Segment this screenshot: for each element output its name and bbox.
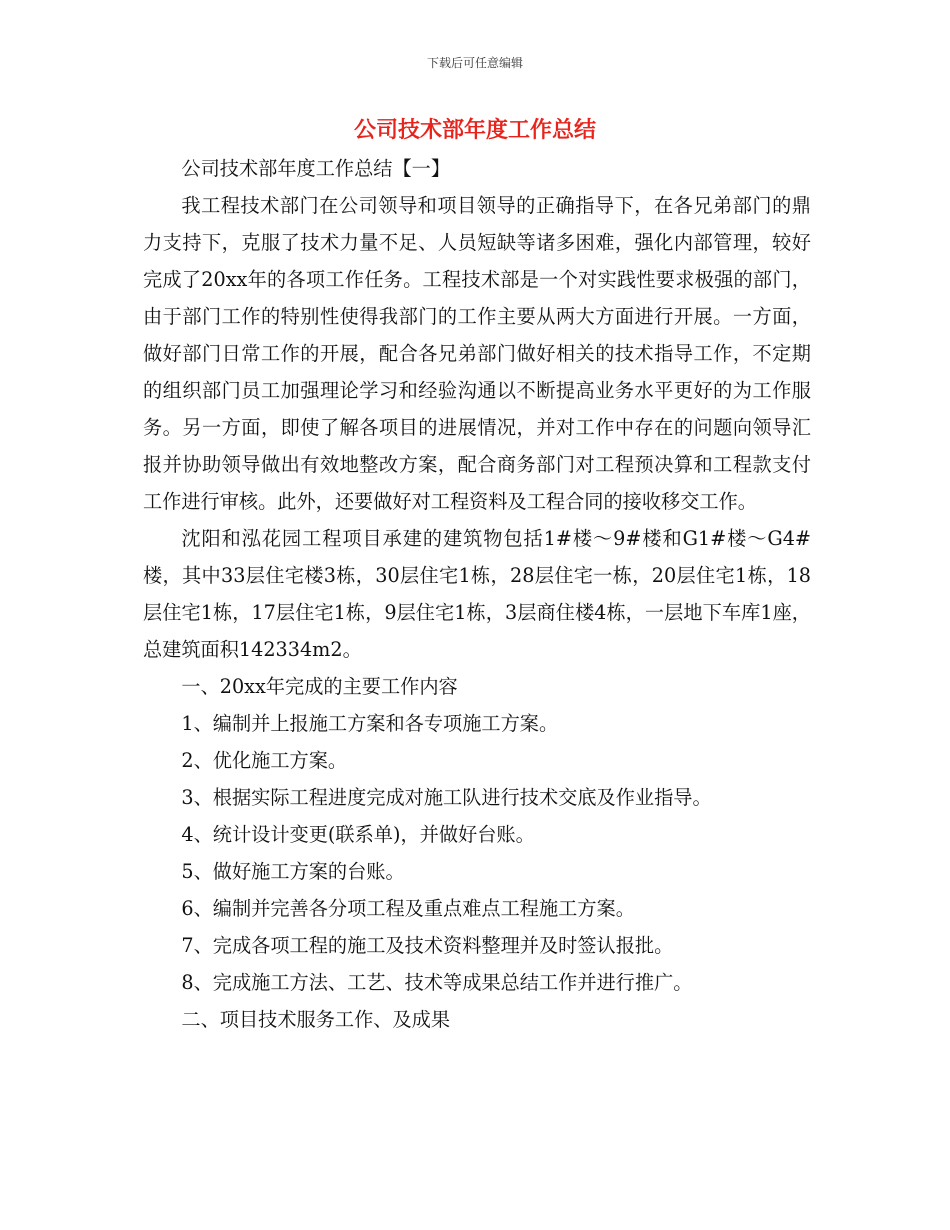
- paragraph: 沈阳和泓花园工程项目承建的建筑物包括1#楼～9#楼和G1#楼～G4#楼，其中33层住宅楼3栋，30层住宅1栋，28层住宅一栋，20层住宅1栋，18层住宅1栋，17层住宅1栋，9层住宅1栋，3层商住楼4栋，一层地下车库1座，总建筑面积142334m2。: [143, 527, 811, 661]
- header-note: 下载后可任意编辑: [426, 56, 523, 70]
- list-item: 3、根据实际工程进度完成对施工队进行技术交底及作业指导。: [181, 786, 712, 809]
- list-item: 2、优化施工方案。: [181, 749, 348, 772]
- paragraph: 我工程技术部门在公司领导和项目领导的正确指导下，在各兄弟部门的鼎力支持下，克服了技术力量不足、人员短缺等诸多困难，强化内部管理，较好完成了20xx年的各项工作任务。工程技术部是一个对实践性要求极强的部门，由于部门工作的特别性使得我部门的工作主要从两大方面进行开展。一方面，做好部门日常工作的开展，配合各兄弟部门做好相关的技术指导工作，不定期的组织部门员工加强理论学习和经验沟通以不断提高业务水平更好的为工作服务。另一方面，即使了解各项目的进展情况，并对工作中存在的问题向领导汇报并协助领导做出有效地整改方案，配合商务部门对工程预决算和工程款支付工作进行审核。此外，还要做好对工程资料及工程合同的接收移交工作。: [143, 194, 811, 513]
- list-item: 4、统计设计变更(联系单)，并做好台账。: [181, 823, 535, 846]
- list-item: 6、编制并完善各分项工程及重点难点工程施工方案。: [181, 897, 635, 920]
- section-heading: 二、项目技术服务工作、及成果: [181, 1008, 451, 1031]
- document-body: [143, 150, 811, 1038]
- list-item: 8、完成施工方法、工艺、技术等成果总结工作并进行推广。: [181, 971, 693, 994]
- list-item: 5、做好施工方案的台账。: [181, 860, 405, 883]
- list-item: 1、编制并上报施工方案和各专项施工方案。: [181, 712, 559, 735]
- document-title: 公司技术部年度工作总结: [353, 118, 596, 143]
- subtitle: 公司技术部年度工作总结【一】: [181, 157, 451, 180]
- list-item: 7、完成各项工程的施工及技术资料整理并及时签认报批。: [181, 934, 674, 957]
- section-heading: 一、20xx年完成的主要工作内容: [181, 675, 458, 698]
